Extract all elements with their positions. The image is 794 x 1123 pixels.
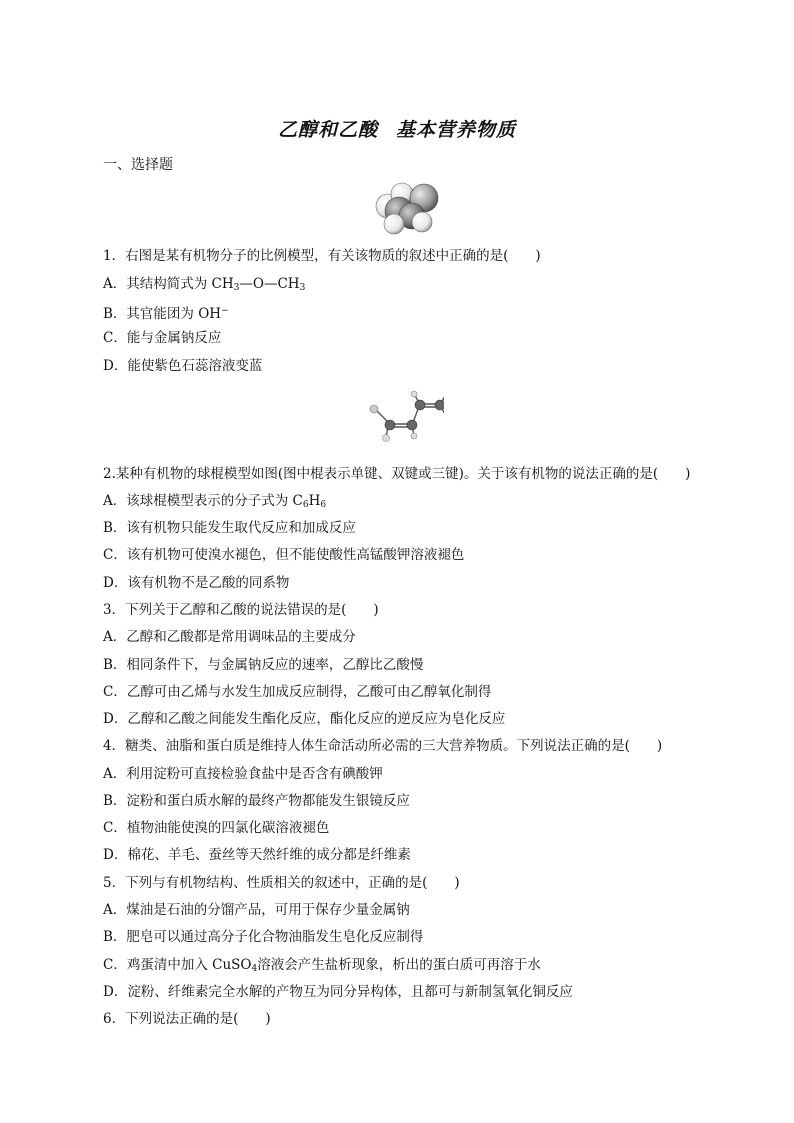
q3-option-b: B．相同条件下，与金属钠反应的速率，乙醇比乙酸慢: [103, 657, 424, 673]
q1-stem: 1．右图是某有机物分子的比例模型，有关该物质的叙述中正确的是( ): [103, 248, 541, 264]
q1-option-a: A．其结构简式为 $CH_3—O—CH_3$: [103, 276, 306, 293]
q5-option-b: B．肥皂可以通过高分子化合物油脂发生皂化反应制得: [103, 929, 424, 945]
q2-option-b: B．该有机物只能发生取代反应和加成反应: [103, 520, 356, 536]
q6-stem: 6．下列说法正确的是( ): [103, 1011, 271, 1027]
q4-option-d: D．棉花、羊毛、蚕丝等天然纤维的成分都是纤维素: [103, 847, 411, 863]
q2-option-d: D．该有机物不是乙酸的同系物: [103, 575, 290, 591]
q4-option-c: C．植物油能使溴的四氯化碳溶液褪色: [103, 820, 330, 836]
q3-option-c: C．乙醇可由乙烯与水发生加成反应制得，乙酸可由乙醇氧化制得: [103, 684, 492, 700]
q1-option-d: D．能使紫色石蕊溶液变蓝: [103, 358, 263, 374]
title-part-2: 基本营养物质: [396, 119, 517, 141]
section-heading: 一、选择题: [103, 157, 173, 173]
q5-stem: 5．下列与有机物结构、性质相关的叙述中，正确的是( ): [103, 875, 460, 891]
q3-option-a: A．乙醇和乙酸都是常用调味品的主要成分: [103, 629, 356, 645]
title-part-1: 乙醇和乙酸: [277, 119, 378, 141]
page-title: [0, 115, 794, 142]
q1-option-c: C．能与金属钠反应: [103, 330, 222, 346]
q3-option-d: D．乙醇和乙酸之间能发生酯化反应，酯化反应的逆反应为皂化反应: [103, 711, 506, 727]
q4-stem: 4．糖类、油脂和蛋白质是维持人体生命活动所必需的三大营养物质。下列说法正确的是( ): [103, 738, 663, 754]
q2-stem: 2.某种有机物的球棍模型如图(图中棍表示单键、双键或三键)。关于该有机物的说法正确的是( ): [103, 466, 691, 482]
q5-option-a: A．煤油是石油的分馏产品，可用于保存少量金属钠: [103, 902, 410, 918]
q4-option-b: B．淀粉和蛋白质水解的最终产物都能发生银镜反应: [103, 793, 410, 809]
space-filling-model-image: [372, 178, 442, 236]
q2-option-a: A．该球棍模型表示的分子式为 $C_6H_6$: [103, 493, 327, 510]
q3-stem: 3．下列关于乙醇和乙酸的说法错误的是( ): [103, 602, 379, 618]
q1-option-b: B．其官能团为 OH−: [103, 306, 229, 322]
q5-option-d: D．淀粉、纤维素完全水解的产物互为同分异构体，且都可与新制氢氧化铜反应: [103, 984, 573, 1000]
q4-option-a: A．利用淀粉可直接检验食盐中是否含有碘酸钾: [103, 766, 383, 782]
q5-option-c: C．鸡蛋清中加入 CuSO$_4$溶液会产生盐析现象，析出的蛋白质可再溶于水: [103, 957, 541, 974]
ball-and-stick-model-image: [360, 386, 444, 442]
q2-option-c: C．该有机物可使溴水褪色，但不能使酸性高锰酸钾溶液褪色: [103, 547, 465, 563]
